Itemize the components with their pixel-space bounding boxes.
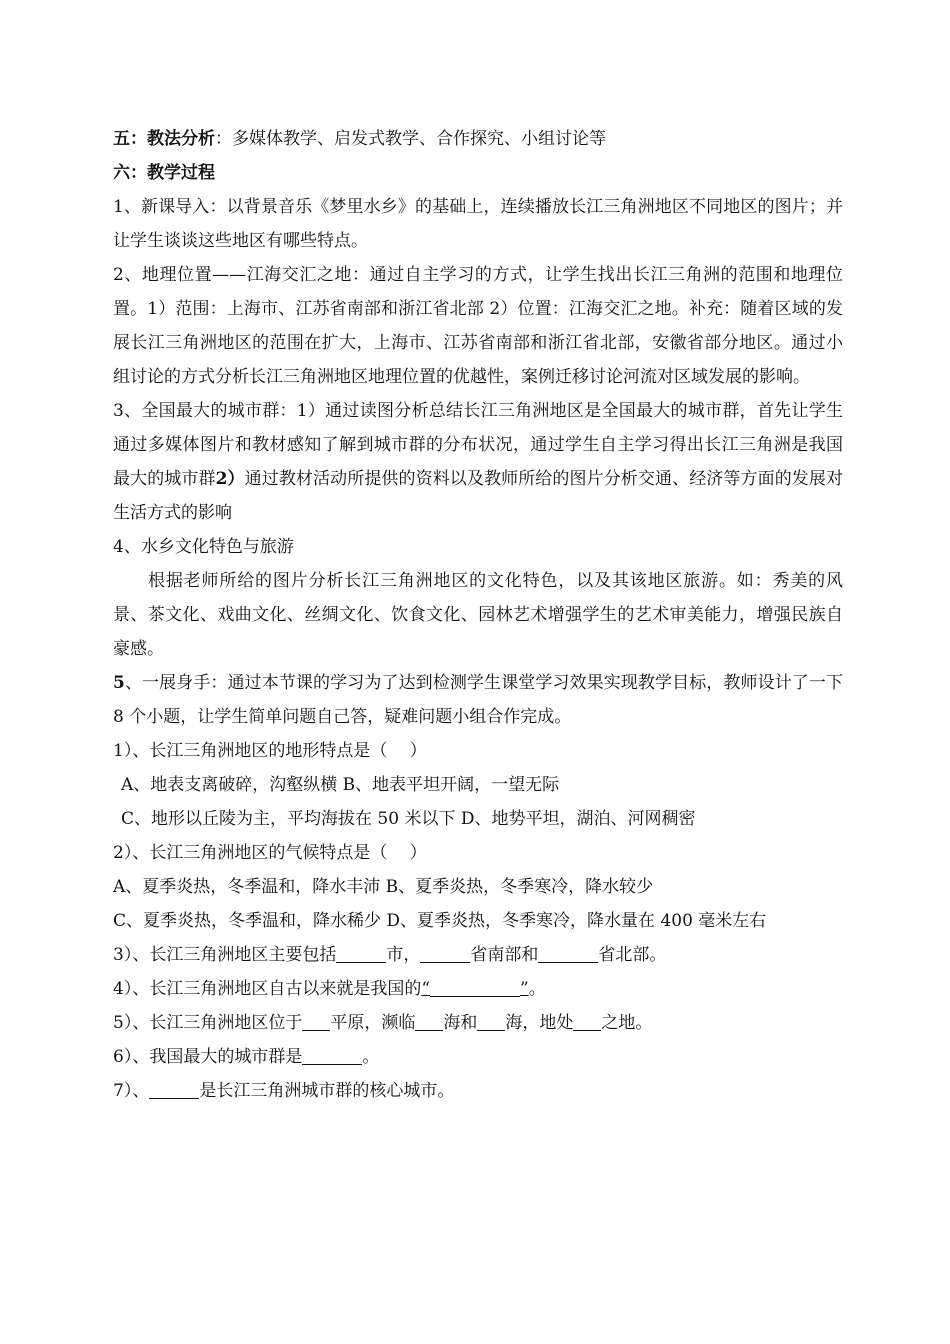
answer-blank bbox=[336, 942, 386, 963]
close-quote: ” bbox=[520, 979, 529, 999]
answer-blank bbox=[149, 1078, 199, 1099]
step-3-paragraph bbox=[113, 394, 843, 530]
step-5-number: 5 bbox=[113, 673, 125, 693]
answer-blank bbox=[538, 942, 598, 963]
question-7-text-a: 7）、 bbox=[113, 1081, 150, 1101]
step-3-text-b: 通过教材活动所提供的资料以及教师所给的图片分析交通、经济等方面的发展对生活方式的影响 bbox=[113, 469, 843, 523]
question-7-text-b: 是长江三角洲城市群的核心城市。 bbox=[199, 1081, 455, 1101]
question-3-text-d: 省北部。 bbox=[598, 945, 667, 965]
answer-blank bbox=[477, 1010, 505, 1031]
question-3-text-a: 3）、长江三角洲地区主要包括 bbox=[113, 945, 337, 965]
step-5-text: 、一展身手：通过本节课的学习为了达到检测学生课堂学习效果实现教学目标，教师设计了一下 8 个小题，让学生简单问题自己答，疑难问题小组合作完成。 bbox=[113, 673, 843, 727]
answer-blank bbox=[302, 1044, 362, 1065]
question-1-options-cd: C、地形以丘陵为主，平均海拔在 50 米以下 D、地势平坦，湖泊、河网稠密 bbox=[121, 809, 696, 829]
section-6-heading bbox=[113, 156, 843, 190]
question-5-text-e: 之地。 bbox=[601, 1013, 653, 1033]
step-2-paragraph: 2、地理位置——江海交汇之地：通过自主学习的方式，让学生找出长江三角洲的范围和地理位置。1）范围：上海市、江苏省南部和浙江省北部 2）位置：江海交汇之地。补充：随着区域的发展长江三角洲地区的范围在扩大，上海市、江苏省南部和浙江省北部，安徽省部分地区。通过小组讨论的方式分析长江三角洲地区地理位置的优越性，案例迁移讨论河流对区域发展的影响。 bbox=[113, 265, 843, 387]
section-5-title: 五：教法分析 bbox=[113, 129, 215, 149]
question-5-text-a: 5）、长江三角洲地区位于 bbox=[113, 1013, 303, 1033]
section-5-heading bbox=[113, 122, 843, 156]
question-4 bbox=[113, 972, 843, 1006]
section-5-text: ：多媒体教学、启发式教学、合作探究、小组讨论等 bbox=[215, 129, 606, 149]
question-5-text-c: 海和 bbox=[443, 1013, 478, 1033]
question-6-text-b: 。 bbox=[362, 1047, 380, 1067]
question-3 bbox=[113, 938, 843, 972]
question-3-text-c: 省南部和 bbox=[470, 945, 539, 965]
answer-blank bbox=[430, 976, 520, 997]
question-5-text-d: 海，地处 bbox=[505, 1013, 574, 1033]
question-2-options-cd: C、夏季炎热，冬季温和，降水稀少 D、夏季炎热，冬季寒冷，降水量在 400 毫米左右 bbox=[113, 911, 767, 931]
question-6 bbox=[113, 1040, 843, 1074]
question-2-stem: 2）、长江三角洲地区的气候特点是（ ） bbox=[113, 843, 427, 863]
answer-blank bbox=[420, 942, 470, 963]
step-4-paragraph: 根据老师所给的图片分析长江三角洲地区的文化特色，以及其该地区旅游。如：秀美的风景、茶文化、戏曲文化、丝绸文化、饮食文化、园林艺术增强学生的艺术审美能力，增强民族自豪感。 bbox=[113, 571, 843, 659]
step-5-paragraph bbox=[113, 666, 843, 734]
answer-blank bbox=[415, 1010, 443, 1031]
step-4-heading: 4、水乡文化特色与旅游 bbox=[113, 537, 294, 557]
step-3-sub-number: 2） bbox=[215, 469, 245, 489]
question-2-options-ab: A、夏季炎热，冬季温和，降水丰沛 B、夏季炎热，冬季寒冷，降水较少 bbox=[113, 877, 654, 897]
question-4-text-a: 4）、长江三角洲地区自古以来就是我国的 bbox=[113, 979, 422, 999]
question-6-text-a: 6）、我国最大的城市群是 bbox=[113, 1047, 303, 1067]
question-4-blank bbox=[421, 979, 528, 999]
question-1-stem: 1）、长江三角洲地区的地形特点是（ ） bbox=[113, 741, 427, 761]
answer-blank bbox=[573, 1010, 601, 1031]
question-5 bbox=[113, 1006, 843, 1040]
step-3-text-a: 3、全国最大的城市群：1）通过读图分析总结长江三角洲地区是全国最大的城市群，首先让学生通过多媒体图片和教材感知了解到城市群的分布状况，通过学生自主学习得出长江三角洲是我国最大的城市群 bbox=[113, 401, 843, 489]
step-1-paragraph: 1、新课导入：以背景音乐《梦里水乡》的基础上，连续播放长江三角洲地区不同地区的图片；并让学生谈谈这些地区有哪些特点。 bbox=[113, 197, 843, 251]
question-1-options-ab: A、地表支离破碎，沟壑纵横 B、地表平坦开阔，一望无际 bbox=[121, 775, 560, 795]
answer-blank bbox=[302, 1010, 330, 1031]
question-5-text-b: 平原，濒临 bbox=[330, 1013, 416, 1033]
section-6-title: 六：教学过程 bbox=[113, 163, 215, 183]
question-7 bbox=[113, 1074, 843, 1108]
question-4-text-d: 。 bbox=[528, 979, 546, 999]
question-3-text-b: 市， bbox=[386, 945, 421, 965]
document-content bbox=[113, 122, 843, 1108]
open-quote: “ bbox=[421, 979, 431, 999]
